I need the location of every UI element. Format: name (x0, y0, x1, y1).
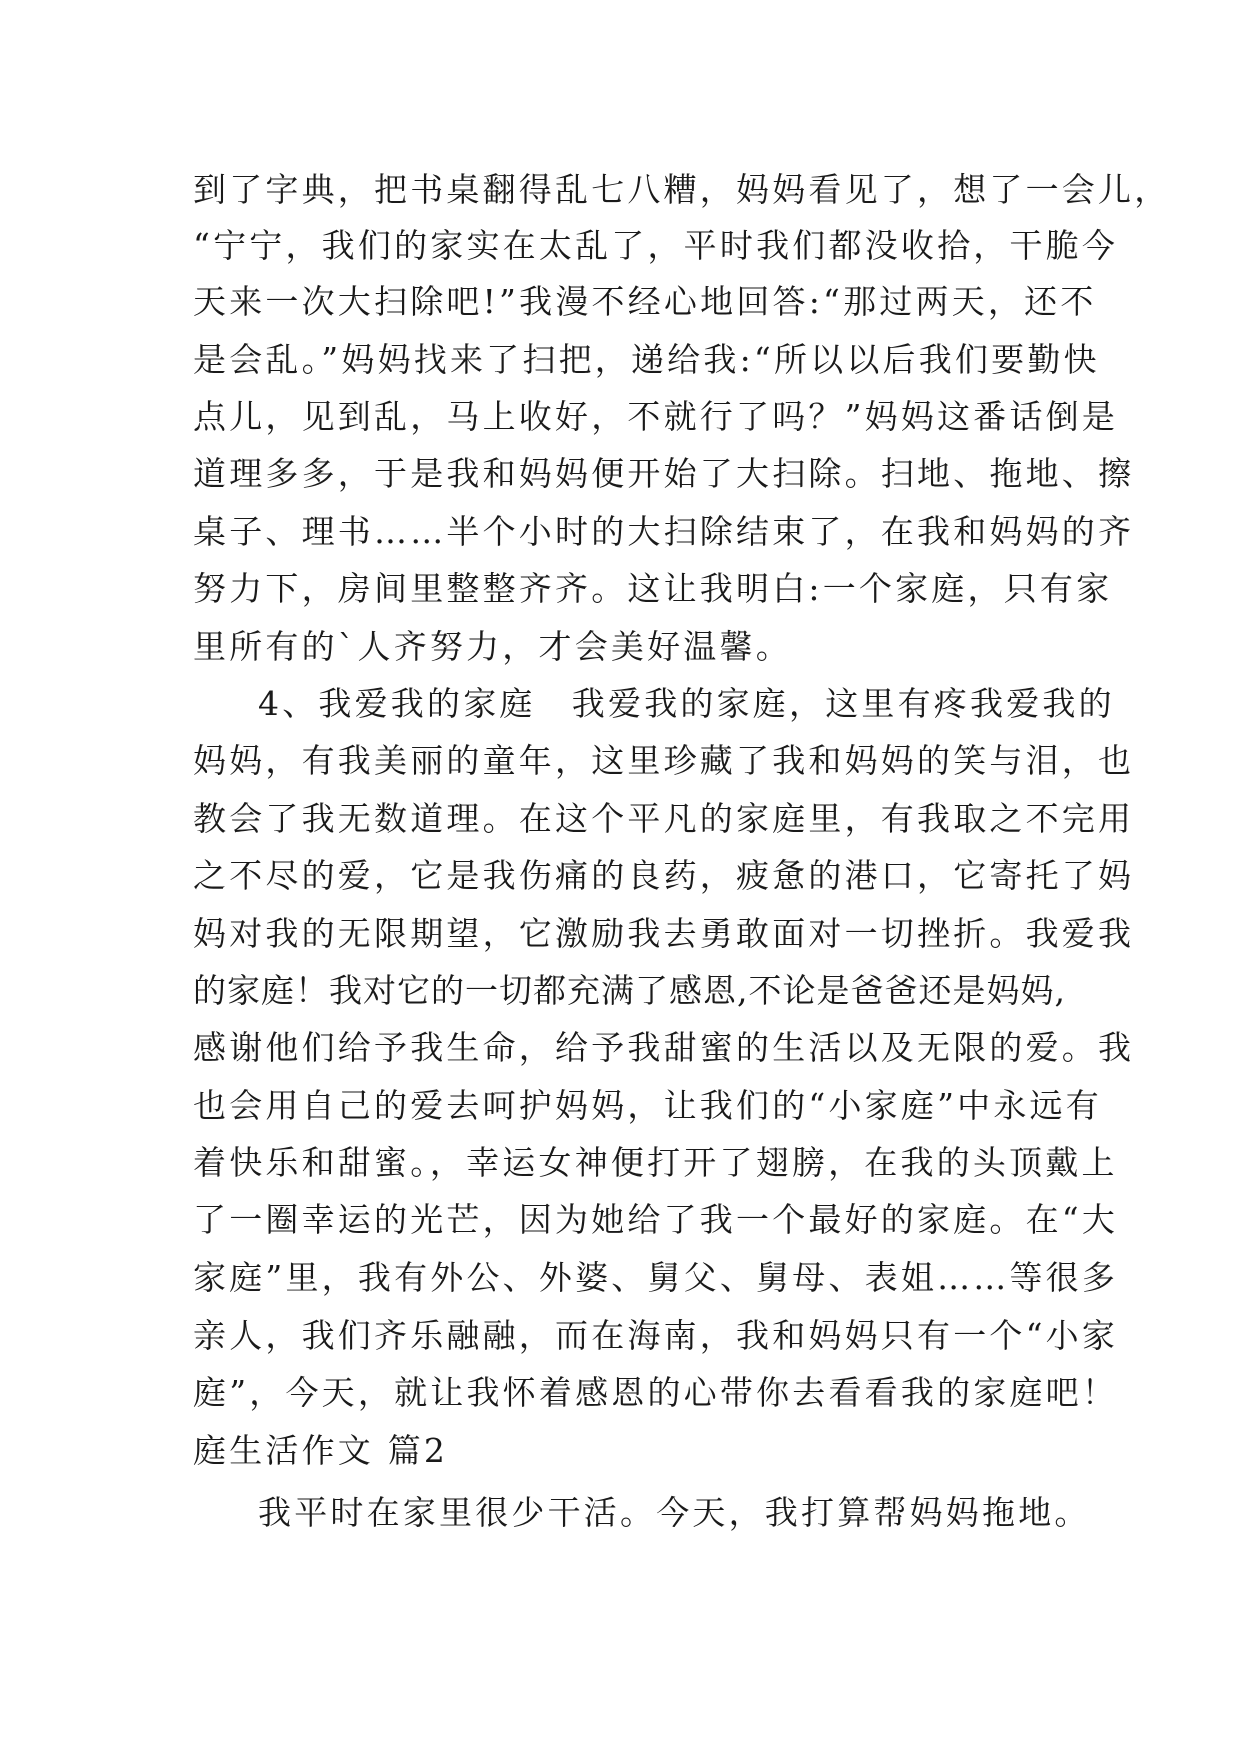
text-line: “宁宁，我们的家实在太乱了，平时我们都没收拾，干脆今 (193, 226, 1119, 265)
text-line: 了一圈幸运的光芒，因为她给了我一个最好的家庭。在“大 (193, 1200, 1119, 1239)
text-line: 也会用自己的爱去呵护妈妈，让我们的“小家庭”中永远有 (193, 1086, 1102, 1125)
text-line: 之不尽的爱，它是我伤痛的良药，疲惫的港口，它寄托了妈 (193, 856, 1135, 895)
text-line: 庭”，今天，就让我怀着感恩的心带你去看看我的家庭吧！ (193, 1373, 1119, 1412)
text-line: 妈对我的无限期望，它激励我去勇敢面对一切挫折。我爱我 (193, 914, 1135, 953)
text-line: 点儿，见到乱，马上收好，不就行了吗？”妈妈这番话倒是 (193, 397, 1119, 436)
text-line: 教会了我无数道理。在这个平凡的家庭里，有我取之不完用 (193, 799, 1135, 838)
text-line: 亲人，我们齐乐融融，而在海南，我和妈妈只有一个“小家 (193, 1316, 1119, 1355)
text-line: 桌子、理书……半个小时的大扫除结束了，在我和妈妈的齐 (193, 512, 1135, 551)
text-line: 着快乐和甜蜜。，幸运女神便打开了翅膀，在我的头顶戴上 (193, 1143, 1118, 1182)
section-heading-line: 4、我爱我的家庭 我爱我的家庭，这里有疼我爱我的 (258, 684, 1115, 723)
text-line: 妈妈，有我美丽的童年，这里珍藏了我和妈妈的笑与泪，也 (193, 741, 1135, 780)
text-line: 里所有的`人齐努力，才会美好温馨。 (193, 627, 792, 666)
text-line: 的家庭！我对它的一切都充满了感恩,不论是爸爸还是妈妈, (193, 971, 1066, 1010)
text-line: 我平时在家里很少干活。今天，我打算帮妈妈拖地。 (258, 1493, 1091, 1532)
text-line: 感谢他们给予我生命，给予我甜蜜的生活以及无限的爱。我 (193, 1028, 1135, 1067)
text-line: 是会乱。”妈妈找来了扫把，递给我:“所以以后我们要勤快 (193, 340, 1100, 379)
text-line: 到了字典，把书桌翻得乱七八糟，妈妈看见了，想了一会儿， (193, 170, 1171, 209)
section-title: 庭生活作文 篇2 (193, 1431, 449, 1470)
text-line: 天来一次大扫除吧!”我漫不经心地回答:“那过两天，还不 (193, 282, 1097, 321)
text-line: 努力下，房间里整整齐齐。这让我明白:一个家庭，只有家 (193, 569, 1113, 608)
text-line: 道理多多，于是我和妈妈便开始了大扫除。扫地、拖地、擦 (193, 454, 1135, 493)
text-line: 家庭”里，我有外公、外婆、舅父、舅母、表姐……等很多 (193, 1258, 1119, 1297)
